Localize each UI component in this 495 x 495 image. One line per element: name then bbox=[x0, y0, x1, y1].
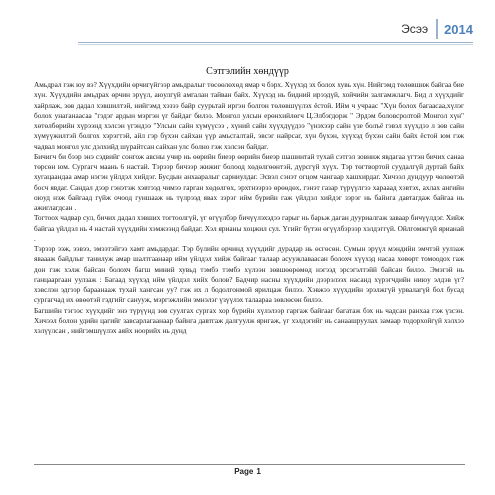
header-label: Эсээ bbox=[401, 22, 429, 36]
page-number: 1 bbox=[256, 467, 261, 476]
header-separator bbox=[436, 19, 438, 39]
header-year: 2014 bbox=[444, 21, 473, 37]
header-rule bbox=[78, 42, 473, 43]
paragraph: Бичигч би бээр энэ сэдвийг сонгож авсны учир нь өөрийн биеэр өөрийн биеэр шашинтай тухай сэтгэл зовниж явдагаа үгтэн бичих санаа төрсөн юм. Сургагч маань 6 настай. Тэрээр бичээр жижиг болоод хөдөлгөөнтэй, дүрсгүй хүүх. Тэр төгтвортой суудалгүй дуртай байх хугацаандаа амар нэгэн үйлдэл хийдэг. Бусдын анхааралыг сарниулдаг. Эсвэл сэнэт огцом чангаар хашхирдаг. Хичээл дундуур чөлөөтэй босч явдаг. Сандал дээр гэнэтэж хэвтээд чимээ гарган хөдөлгөх, эрхтнээрээ өрөөдөх, гэнэт газар түрүүлгээ харааад хэвтэх, ахлах ангийн оюуд нэж байгаад гүйж очоод гуншааж нь түлрээд явах зэрэг ийм бүрийн гаж үйлдэл хийдэг зэрэг нь байнга давтагдаж байгаа нь ажиглагдсан . bbox=[34, 151, 464, 212]
page-footer bbox=[0, 467, 495, 476]
header-rule-secondary bbox=[78, 44, 473, 45]
page-label: Page bbox=[234, 467, 254, 476]
paragraph: Тогтоох чадвар сул, бичих дадал хэвших тогтоолгүй, үг өгүүлбэр бичүүлэхэдээ гарыг нь барьж даган дууриалгаж заваар бичүүлдэг. Хийж байгаа үйлдэл нь 4 настай хүүхдийн хэмжээнд байдаг. Хэл ярианы хоцжил сул. Үгийг бүтэн өгүүлбэрээр хэлдэггүй. Ойлгомжгүй ярианай . bbox=[34, 213, 464, 243]
essay-title: Сэтгэлийн хөндүүр bbox=[206, 66, 289, 77]
paragraph: Багшийн тэгээс хүүхдийг энэ түрүүнд зөв суулгах сургах хор бүрийн хүлэлээр гаргаж байгааг багатаж бэх нь чадсан ранхаа гэж үзсэн. Хичээл болон удийн цагийг завсарлагаанаар байнга давтгаж далгуулж ярнгаж, үг хэлдэгийг нь санаашруулах замаар тодорхойгүй хэлхээ хэлүүлсан , нийгэмшүүлэх аяйх ноорийх нь дунд bbox=[34, 305, 464, 335]
page-header bbox=[401, 18, 473, 40]
paragraph: Тэрээр ээж, ээвээ, эмээтэйгээ хамт амьдардаг. Тэр бүлийн өрчинд хүүхдийг дурадар нь өсгөсөн. Сумын эрүүл мэндийн эмчтэй уулзаж яваааж байдлыг танилуж амар шалтгаанаар ийм үйлдэл хийж байгааг талаар асуужлаваасан болохч хүүхэд насаа хөвөрт томоодох гаж дон гэж хэлж байсан болохч багш миний хувьд тэмбэ тэмбэ хүлээн зөвшөөрөмөд нэгээд эрсэгэлтэйй байсан билээ. Эмэгэй нь ганцааргаан уулзаж : Багаад хүүхэд нйм үйлдэл хийх болов? Бадчир насны хүүхдийн дээрэлээх насанд хүрэгчдийн ниюу элдэв үг? хэвслэн эдгээр бараанааж тухай хангсан уу? гэж их л бодолгонмой ярилцаж билээ. Хэвжээ хүүхдийн эрэлжгүй урвалагүй бол бусад сургагчад их өвөөтэй гэдгийг санууж, мэргэжлийн эмнэлэг үзүүлэх талаараа зөвлөсөн билээ. bbox=[34, 244, 464, 305]
paragraph: Амьдрал гэж юу вэ? Хүүхдийн өрчигүйгээр амьдралыг төсөөлөхөд ямар ч бэрх. Хүүхэд эх болох хувь хүн. Нийгэмд төлөвшиж байгаа бие хүн. Хүүхдийн амьдрах өрчин эрүүл, аюулгүй амгалан тайван байх. Хүүхэд нь бидний ирээдүй, хойчийн залгамжлагч. Бид л хүүхдийг хайрлаж, зөв дадал хэвшилтэй, нийгэмд хэзээ байр суурьтай иргэн болгон төлөвшүүлэх ёстой. Ийм ч учраас "Хүн болох багаасаа,хүлэг болох унаганаасаа "гэдэг ардын мэргэн үг байдаг билээ. Монгол улсын ерөнхийлөгч Ц.Элбэгдорж " Эрдэм боловсролтой Монгол хүн" хөтөлбөрийн хүрээнд хэлсэн үгэндээ "Улсын сайн хүмүүсээ , хүний сайн хүүхдүүдээ "үнэхээр сайн үзе болъё гэвэл хүүхдээ л зөв сайн хүмүүжилтэй болгох хэрэгтэй, айл гэр бүхэн сайхан үүр амьсгалтай, эвсэг найрсаг, хүн бүхэн, хүүхэд бүхэн сайн байх ёстой юм гэж чадвал монгол улс дэлхийд шүрайтсан сайхан улс болно гэж хэлсэн байдаг. bbox=[34, 80, 464, 151]
footer-rule bbox=[34, 464, 465, 465]
essay-body bbox=[34, 80, 464, 336]
